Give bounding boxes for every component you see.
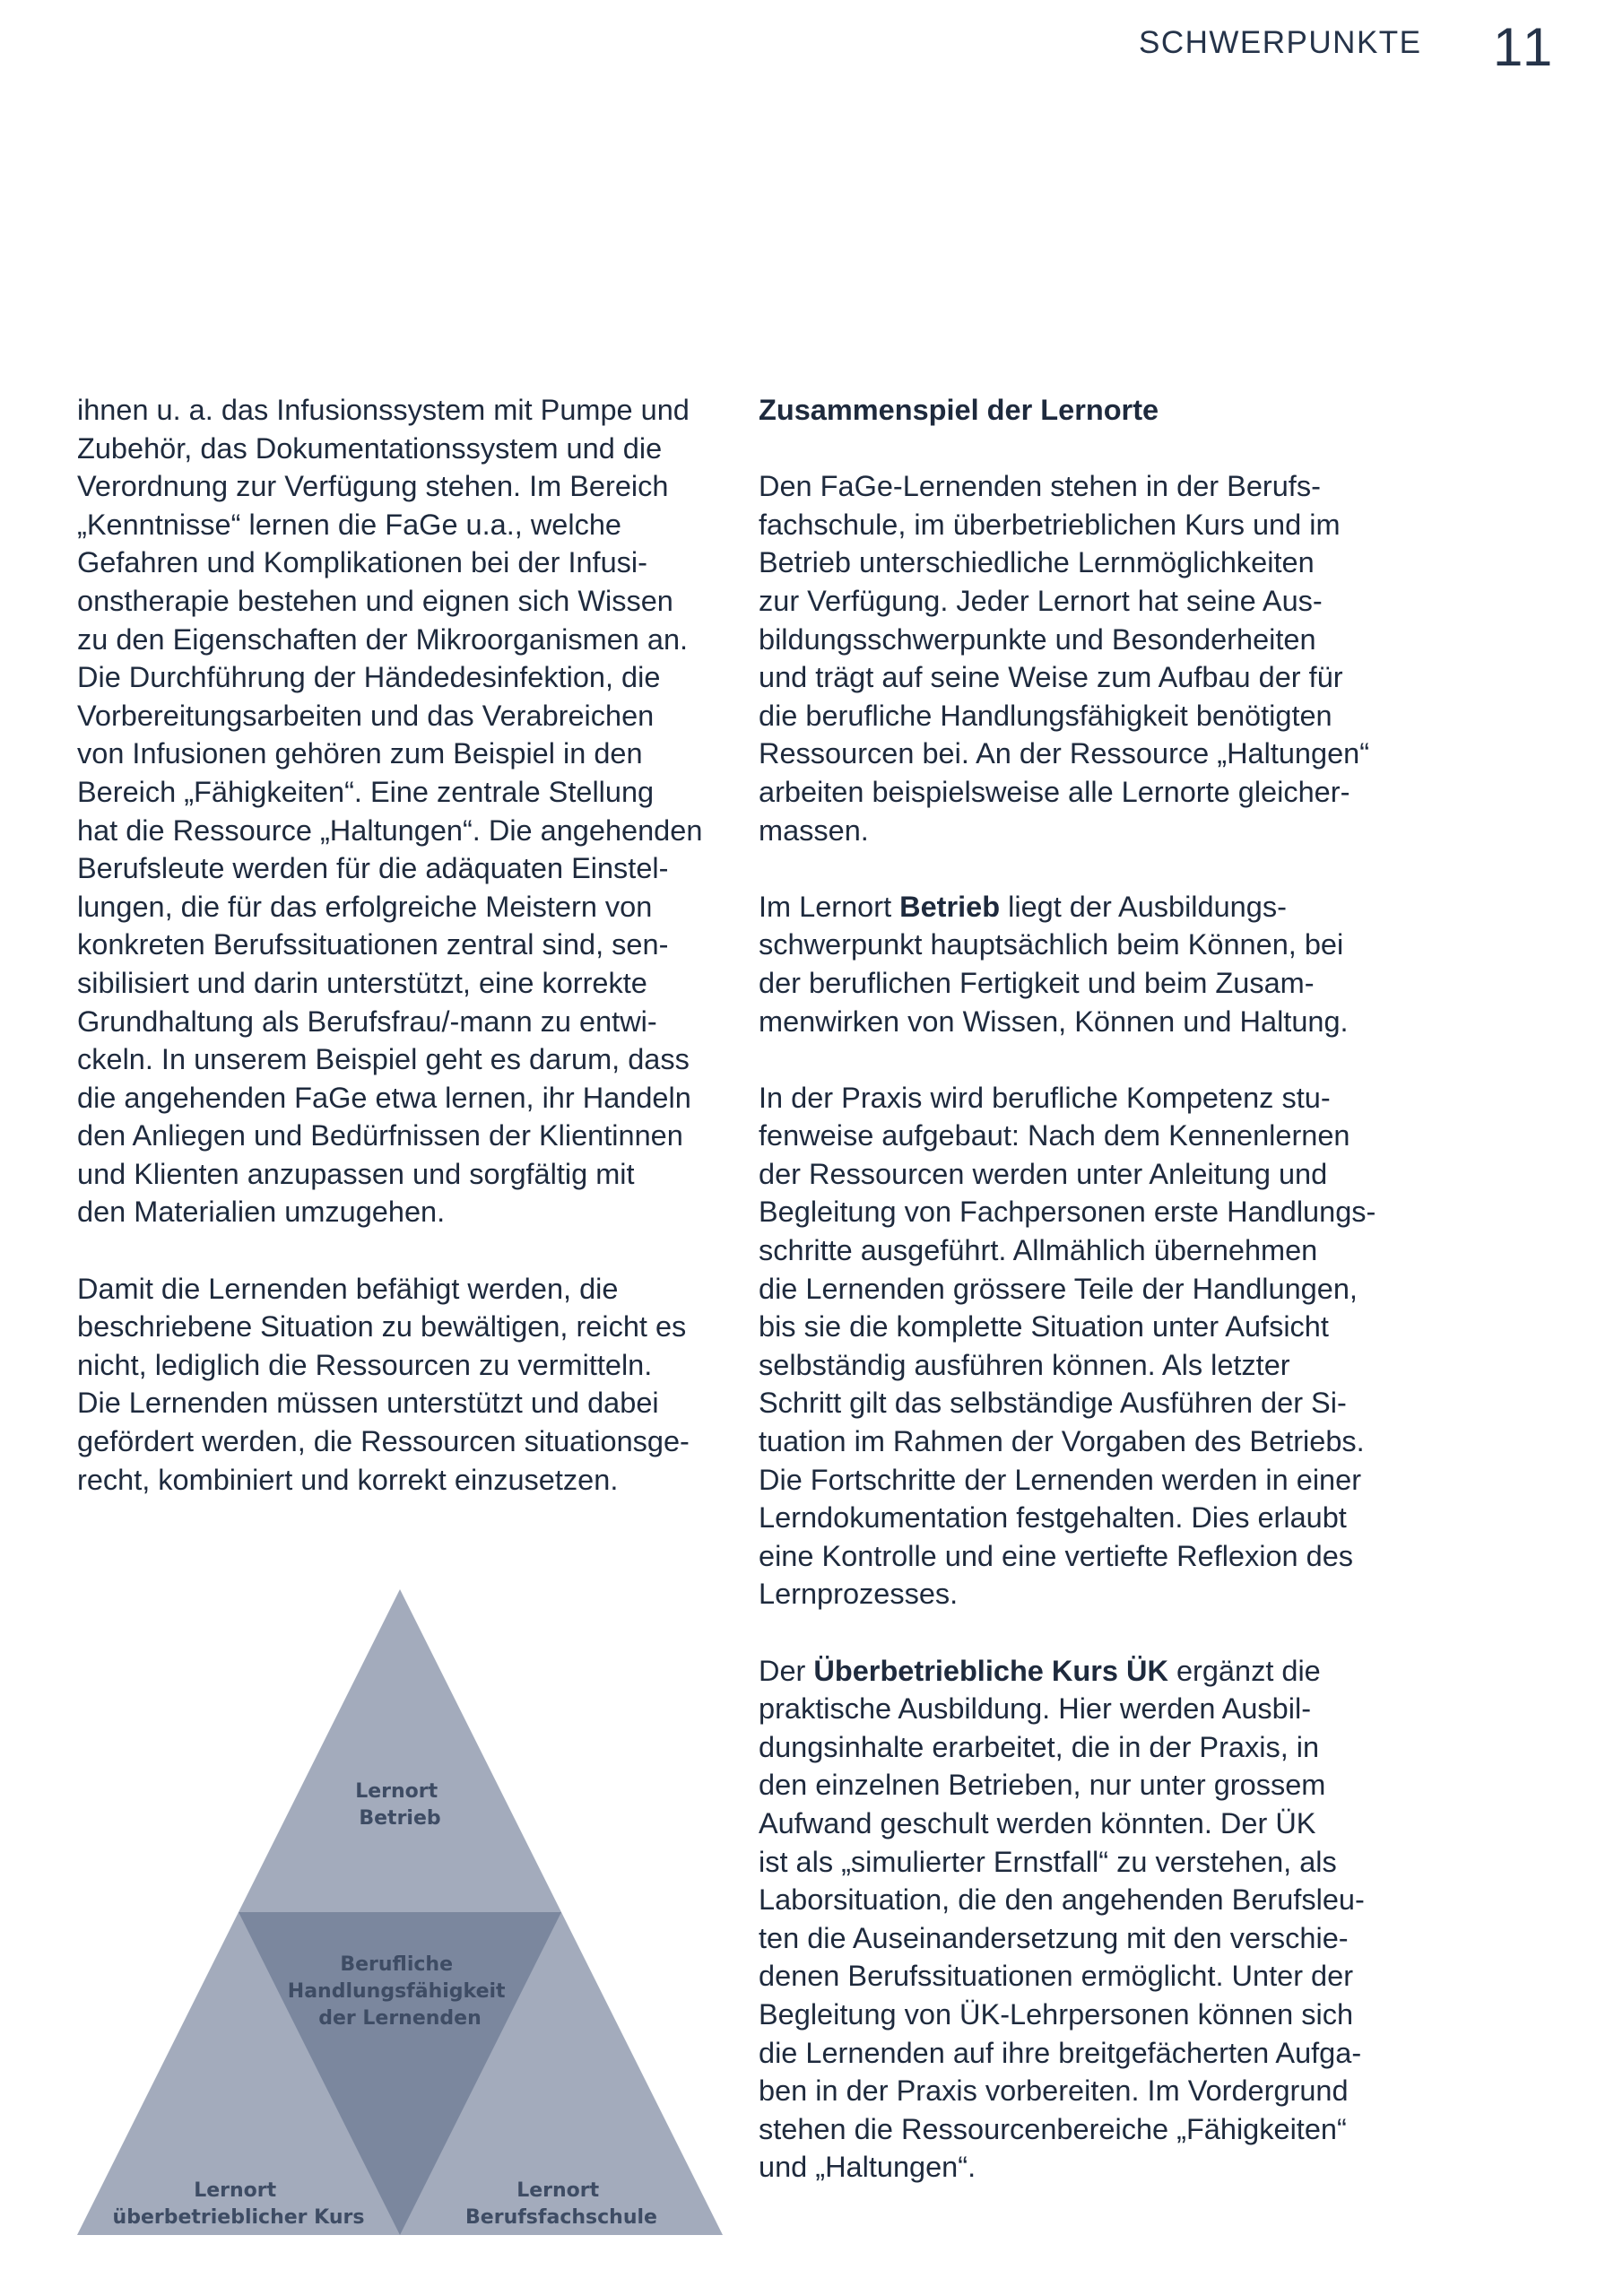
text-line: fenweise aufgebaut: Nach dem Kennenlernen: [759, 1119, 1350, 1152]
text-line: schritte ausgeführt. Allmählich übernehmen: [759, 1234, 1318, 1267]
text-line: denen Berufssituationen ermöglicht. Unter der: [759, 1960, 1354, 1993]
paragraph-gap: [759, 1613, 1413, 1652]
text-line: schwerpunkt hauptsächlich beim Können, bei: [759, 928, 1344, 961]
text-line: hat die Ressource „Haltungen“. Die angehenden: [77, 813, 703, 847]
text-line: Vorbereitungsarbeiten und das Verabreichen: [77, 699, 655, 732]
text-line: Damit die Lernenden befähigt werden, die: [77, 1272, 619, 1305]
diagram-label-line: Lernort: [516, 2179, 600, 2202]
text-line: Den FaGe-Lernenden stehen in der Berufs-: [759, 470, 1321, 503]
emphasis-betrieb: Betrieb: [899, 890, 1001, 923]
text-line: Ressourcen bei. An der Ressource „Haltungen“: [759, 737, 1370, 770]
diagram-label-line: der Lernenden: [318, 2007, 482, 2030]
right-paragraph-4: [759, 1652, 1413, 2187]
text-line: [759, 888, 1413, 926]
text-line: stehen die Ressourcenbereiche „Fähigkeiten“: [759, 2112, 1347, 2145]
text-line: ten die Auseinandersetzung mit den verschie-: [759, 1921, 1349, 1954]
right-column: [759, 391, 1413, 2187]
text-line: gefördert werden, die Ressourcen situationsge-: [77, 1425, 690, 1458]
text-line: bis sie die komplette Situation unter Aufsicht: [759, 1310, 1329, 1344]
page-number: 11: [1493, 17, 1557, 77]
emphasis-uek: Überbetriebliche Kurs ÜK: [813, 1654, 1168, 1687]
diagram-label-line: Betrieb: [359, 1807, 441, 1830]
text-line: ben in der Praxis vorbereiten. Im Vordergrund: [759, 2074, 1349, 2108]
text-line: onstherapie bestehen und eignen sich Wissen: [77, 584, 673, 617]
text-line: dungsinhalte erarbeitet, die in der Praxis, in: [759, 1730, 1320, 1763]
text-line: den Anliegen und Bedürfnissen der Klientinnen: [77, 1119, 683, 1152]
text-line: und trägt auf seine Weise zum Aufbau der für: [759, 661, 1343, 694]
text-line: Gefahren und Komplikationen bei der Infusi-: [77, 546, 647, 579]
text-line: selbständig ausführen können. Als letzter: [759, 1348, 1290, 1381]
text-line: Begleitung von ÜK-Lehrpersonen können sich: [759, 1997, 1354, 2031]
right-paragraph-2: [759, 888, 1413, 1040]
text-run: liegt der Ausbildungs-: [1000, 890, 1287, 923]
text-line: tuation im Rahmen der Vorgaben des Betriebs.: [759, 1425, 1365, 1458]
paragraph-gap: [77, 1231, 732, 1270]
text-line: Zubehör, das Dokumentationssystem und die: [77, 431, 663, 465]
text-line: konkreten Berufssituationen zentral sind, sen-: [77, 928, 669, 961]
text-line: Lernprozesses.: [759, 1578, 959, 1611]
text-line: die berufliche Handlungsfähigkeit benötigten: [759, 699, 1332, 732]
text-line: ckeln. In unserem Beispiel geht es darum, dass: [77, 1043, 690, 1076]
text-line: der Ressourcen werden unter Anleitung und: [759, 1157, 1328, 1190]
text-line: die Lernenden grössere Teile der Handlungen,: [759, 1272, 1358, 1305]
text-line: fachschule, im überbetrieblichen Kurs und im: [759, 508, 1341, 541]
right-paragraph-3: [759, 1079, 1413, 1613]
diagram-label-line: Handlungsfähigkeit: [287, 1980, 506, 2003]
text-line: Bereich „Fähigkeiten“. Eine zentrale Stellung: [77, 775, 655, 808]
diagram-label-line: Lernort: [355, 1780, 438, 1803]
text-line: Die Durchführung der Händedesinfektion, die: [77, 661, 661, 694]
diagram-label-line: Berufsfachschule: [465, 2206, 657, 2229]
paragraph-gap: [759, 849, 1413, 888]
text-line: bildungsschwerpunkte und Besonderheiten: [759, 622, 1316, 656]
text-line: und Klienten anzupassen und sorgfältig mit: [77, 1157, 635, 1190]
text-line: lungen, die für das erfolgreiche Meistern von: [77, 890, 653, 923]
text-line: und „Haltungen“.: [759, 2151, 976, 2184]
left-paragraph-2: [77, 1270, 732, 1500]
section-heading: Zusammenspiel der Lernorte: [759, 394, 1159, 426]
left-column: [77, 391, 732, 1499]
text-line: ist als „simulierter Ernstfall“ zu verstehen, als: [759, 1845, 1337, 1878]
lernorte-triangle-diagram: [77, 1589, 723, 2235]
diagram-label-line: Berufliche: [340, 1953, 454, 1976]
text-line: Schritt gilt das selbständige Ausführen der Si-: [759, 1387, 1347, 1420]
text-line: [759, 1652, 1413, 1691]
text-line: der beruflichen Fertigkeit und beim Zusam-: [759, 966, 1315, 999]
text-line: die angehenden FaGe etwa lernen, ihr Handeln: [77, 1081, 691, 1114]
text-line: den Materialien umzugehen.: [77, 1196, 446, 1229]
paragraph-gap: [759, 430, 1413, 468]
paragraph-gap: [759, 1040, 1413, 1079]
text-line: In der Praxis wird berufliche Kompetenz stu-: [759, 1081, 1331, 1114]
text-line: Betrieb unterschiedliche Lernmöglichkeiten: [759, 546, 1315, 579]
text-line: zur Verfügung. Jeder Lernort hat seine Aus-: [759, 584, 1323, 617]
text-line: recht, kombiniert und korrekt einzusetzen.: [77, 1463, 619, 1496]
text-line: Lerndokumentation festgehalten. Dies erlaubt: [759, 1501, 1347, 1535]
diagram-label-line: überbetrieblicher Kurs: [112, 2206, 365, 2229]
diagram-label-line: Lernort: [194, 2179, 277, 2202]
running-head: SCHWERPUNKTE: [1139, 25, 1422, 60]
text-line: von Infusionen gehören zum Beispiel in den: [77, 737, 643, 770]
text-line: sibilisiert und darin unterstützt, eine korrekte: [77, 966, 647, 999]
text-line: massen.: [759, 813, 869, 847]
text-line: Berufsleute werden für die adäquaten Einstel-: [77, 852, 669, 885]
text-line: beschriebene Situation zu bewältigen, reicht es: [77, 1310, 687, 1344]
left-paragraph-1: [77, 391, 732, 1231]
text-line: praktische Ausbildung. Hier werden Ausbil-: [759, 1692, 1312, 1726]
text-run: Im Lernort: [759, 890, 900, 923]
text-line: die Lernenden auf ihre breitgefächerten Aufga-: [759, 2036, 1362, 2069]
text-line: den einzelnen Betrieben, nur unter grossem: [759, 1769, 1326, 1802]
text-line: zu den Eigenschaften der Mikroorganismen an.: [77, 622, 689, 656]
text-line: Verordnung zur Verfügung stehen. Im Bereich: [77, 470, 669, 503]
text-line: ihnen u. a. das Infusionssystem mit Pumpe und: [77, 394, 690, 426]
text-line: menwirken von Wissen, Können und Haltung.: [759, 1004, 1349, 1038]
right-paragraph-1: [759, 467, 1413, 849]
text-run: Der: [759, 1654, 814, 1687]
text-line: Grundhaltung als Berufsfrau/-mann zu entwi-: [77, 1004, 657, 1038]
text-line: „Kenntnisse“ lernen die FaGe u.a., welche: [77, 508, 621, 541]
text-line: nicht, lediglich die Ressourcen zu vermitteln.: [77, 1348, 653, 1381]
text-line: Begleitung von Fachpersonen erste Handlungs-: [759, 1196, 1376, 1229]
text-run: ergänzt die: [1167, 1654, 1321, 1687]
text-line: eine Kontrolle und eine vertiefte Reflexion des: [759, 1539, 1354, 1572]
text-line: Aufwand geschult werden könnten. Der ÜK: [759, 1806, 1316, 1839]
text-line: Die Lernenden müssen unterstützt und dabei: [77, 1387, 659, 1420]
text-line: Laborsituation, die den angehenden Berufsleu-: [759, 1883, 1365, 1917]
text-line: arbeiten beispielsweise alle Lernorte gleicher-: [759, 775, 1350, 808]
text-line: Die Fortschritte der Lernenden werden in einer: [759, 1463, 1362, 1496]
